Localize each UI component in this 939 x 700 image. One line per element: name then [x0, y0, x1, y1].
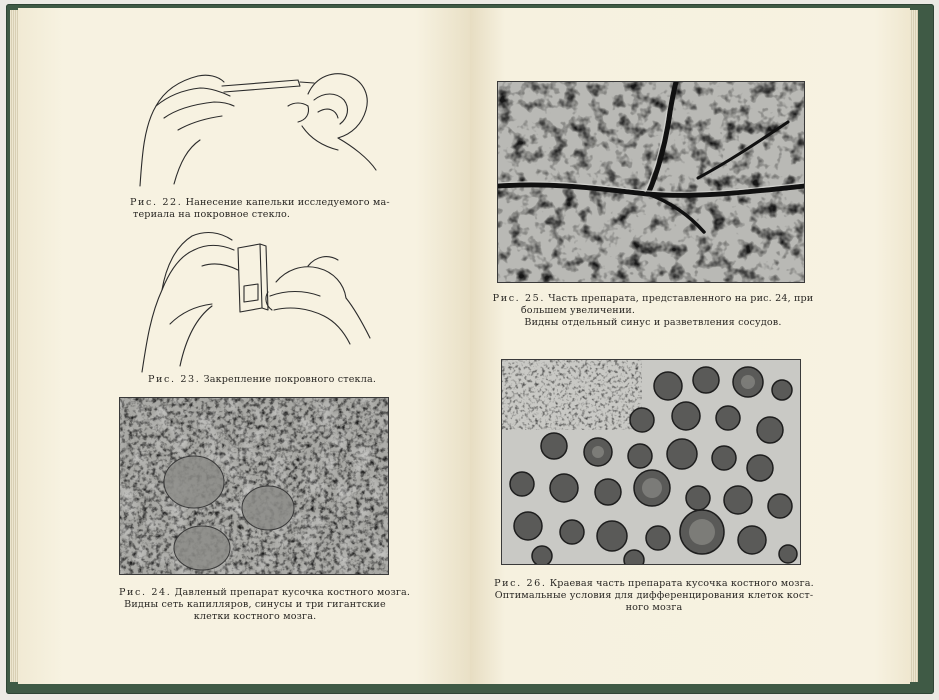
figure-25-text-line1: Часть препарата, представленного на рис. 24, при [548, 293, 814, 304]
figure-26-label: Рис. 26. [494, 578, 547, 589]
figure-25-text-line3: Видны отдельный синус и разветвления сосудов. [524, 317, 782, 328]
figure-24-text-line3: клетки костного мозга. [193, 611, 317, 622]
left-page [18, 8, 470, 684]
figure-23-label: Рис. 23. [148, 374, 201, 385]
figure-22-text-line2: териала на покровное стекло. [133, 209, 291, 220]
figure-25-label: Рис. 25. [492, 293, 546, 304]
figure-25-text-line2: большем увеличении. [520, 305, 636, 316]
figure-26-caption [486, 578, 822, 614]
figure-26-text-line3: ного мозга [625, 602, 683, 613]
micrograph-marrow-cells-fig26 [502, 360, 800, 564]
figure-25-caption [478, 293, 828, 329]
figure-22-label: Рис. 22. [130, 197, 183, 208]
figure-26-text-line2: Оптимальные условия для дифференцирования клеток кост- [494, 590, 814, 601]
micrograph-sinus-vessels-fig25 [498, 82, 804, 282]
figure-26-text-line1: Краевая часть препарата кусочка костного мозга. [549, 578, 814, 589]
hands-droplet-illustration [138, 66, 378, 188]
figure-24-caption [119, 587, 411, 623]
figure-24-text-line1: Давленый препарат кусочка костного мозга. [174, 587, 411, 598]
hands-cover-glass-illustration [140, 226, 380, 374]
figure-24-text-line2: Видны сеть капилляров, синусы и три гигантские [124, 599, 386, 610]
right-page [470, 8, 910, 684]
figure-22-caption [130, 197, 390, 221]
figure-24-label: Рис. 24. [119, 587, 172, 598]
figure-22-text-line1: Нанесение капельки исследуемого ма- [185, 197, 390, 208]
bone-marrow-micrograph-fig24 [120, 398, 388, 574]
figure-23-caption [148, 374, 376, 386]
figure-23-text: Закрепление покровного стекла. [203, 374, 377, 385]
